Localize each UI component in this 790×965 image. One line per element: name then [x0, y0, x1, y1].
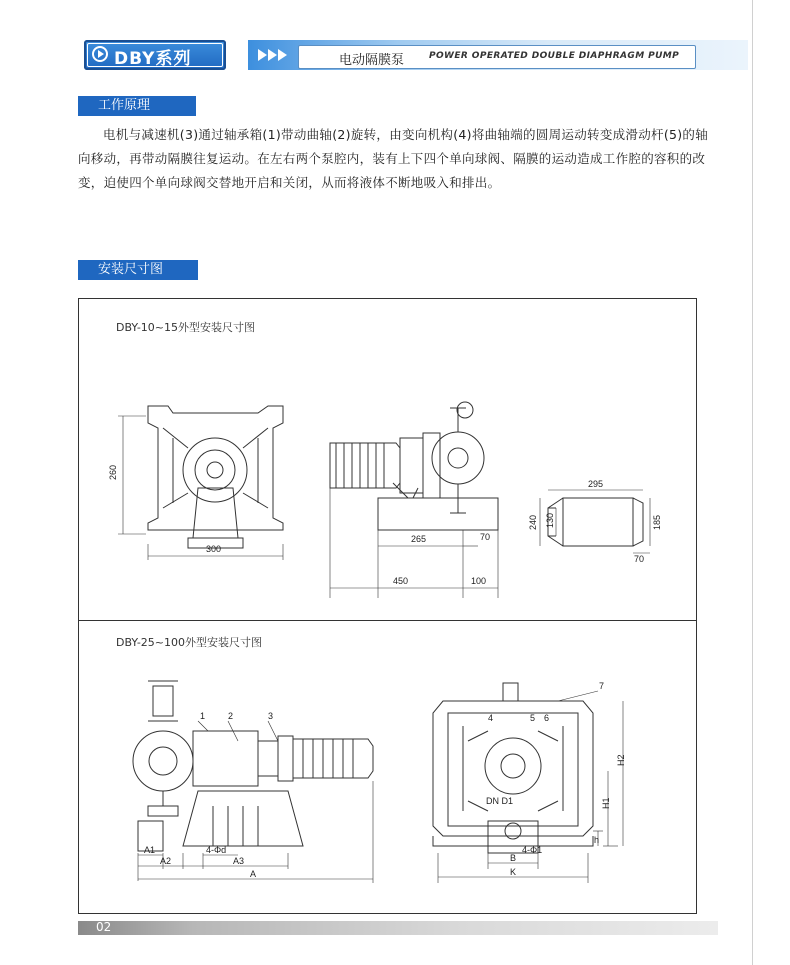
drawing1-svg — [78, 298, 697, 620]
header-title-cn: 电动隔膜泵 — [339, 53, 405, 68]
base-plan-view — [548, 498, 643, 546]
label-7: 7 — [599, 681, 605, 691]
label-a2: A2 — [160, 856, 172, 866]
label-h: h — [594, 835, 600, 845]
dim-265: 265 — [411, 534, 427, 544]
dim-240: 240 — [528, 514, 538, 530]
principle-paragraph: 电机与减速机(3)通过轴承箱(1)带动曲轴(2)旋转，由变向机构(4)将曲轴端的圆周运动转变成滑动杆(5)的轴向移动，再带动隔膜往复运动。在左右两个泵腔内，装有上下四个单向球阀、隔膜的运动造成工作腔的容积的改变，迫使四个单向球阀交替地开启和关闭，从而将液体不断地吸入和排出。 — [78, 127, 709, 190]
front-view-pump — [148, 406, 283, 548]
label-dn: DN D1 — [486, 796, 514, 806]
side-view-pump — [330, 402, 498, 530]
label-h1: H1 — [601, 797, 611, 809]
label-4: 4 — [488, 713, 494, 723]
label-a3: A3 — [233, 856, 245, 866]
drawing2-svg — [78, 621, 697, 914]
label-6: 6 — [544, 713, 550, 723]
brand-badge — [84, 40, 226, 70]
front-view-large-pump — [433, 683, 593, 853]
dim-100: 100 — [471, 576, 487, 586]
drawing1-dim-labels — [108, 465, 662, 586]
dim-70b: 70 — [634, 554, 645, 564]
label-5: 5 — [530, 713, 536, 723]
chevron-right-icon — [258, 49, 267, 61]
label-holes-d: 4-Φd — [206, 845, 227, 855]
section-title-dimensions: 安装尺寸图 — [78, 260, 198, 280]
brand-text: DBY系列 — [114, 49, 192, 69]
header-title-en: POWER OPERATED DOUBLE DIAPHRAGM PUMP — [429, 51, 680, 61]
label-a1: A1 — [144, 845, 156, 855]
label-k: K — [510, 867, 517, 877]
side-view-large-dims — [138, 721, 373, 883]
dim-185: 185 — [652, 514, 662, 530]
label-a: A — [250, 869, 257, 879]
label-b: B — [510, 853, 517, 863]
section-title-principle: 工作原理 — [78, 96, 196, 116]
footer-bar — [78, 921, 718, 935]
drawing1-caption: DBY-10~15外型安装尺寸图 — [116, 321, 256, 334]
label-holes-d1: 4-Φ1 — [522, 845, 543, 855]
header-title-box — [298, 45, 696, 69]
dim-130: 130 — [545, 512, 555, 528]
chevron-right-icon — [268, 49, 277, 61]
label-1: 1 — [200, 711, 206, 721]
dim-295: 295 — [588, 479, 604, 489]
drawing2-caption: DBY-25~100外型安装尺寸图 — [116, 636, 263, 649]
dim-300: 300 — [206, 544, 222, 554]
label-h2: H2 — [616, 754, 626, 766]
chevron-right-icon — [278, 49, 287, 61]
drawing2-labels — [144, 681, 626, 879]
page-edge-line — [752, 0, 753, 965]
dim-450: 450 — [393, 576, 409, 586]
dim-260: 260 — [108, 464, 118, 480]
side-view-large-pump — [133, 681, 373, 851]
label-3: 3 — [268, 711, 274, 721]
dim-70: 70 — [480, 532, 491, 542]
label-2: 2 — [228, 711, 234, 721]
play-circle-icon — [92, 46, 108, 62]
page-number: 02 — [96, 920, 112, 934]
